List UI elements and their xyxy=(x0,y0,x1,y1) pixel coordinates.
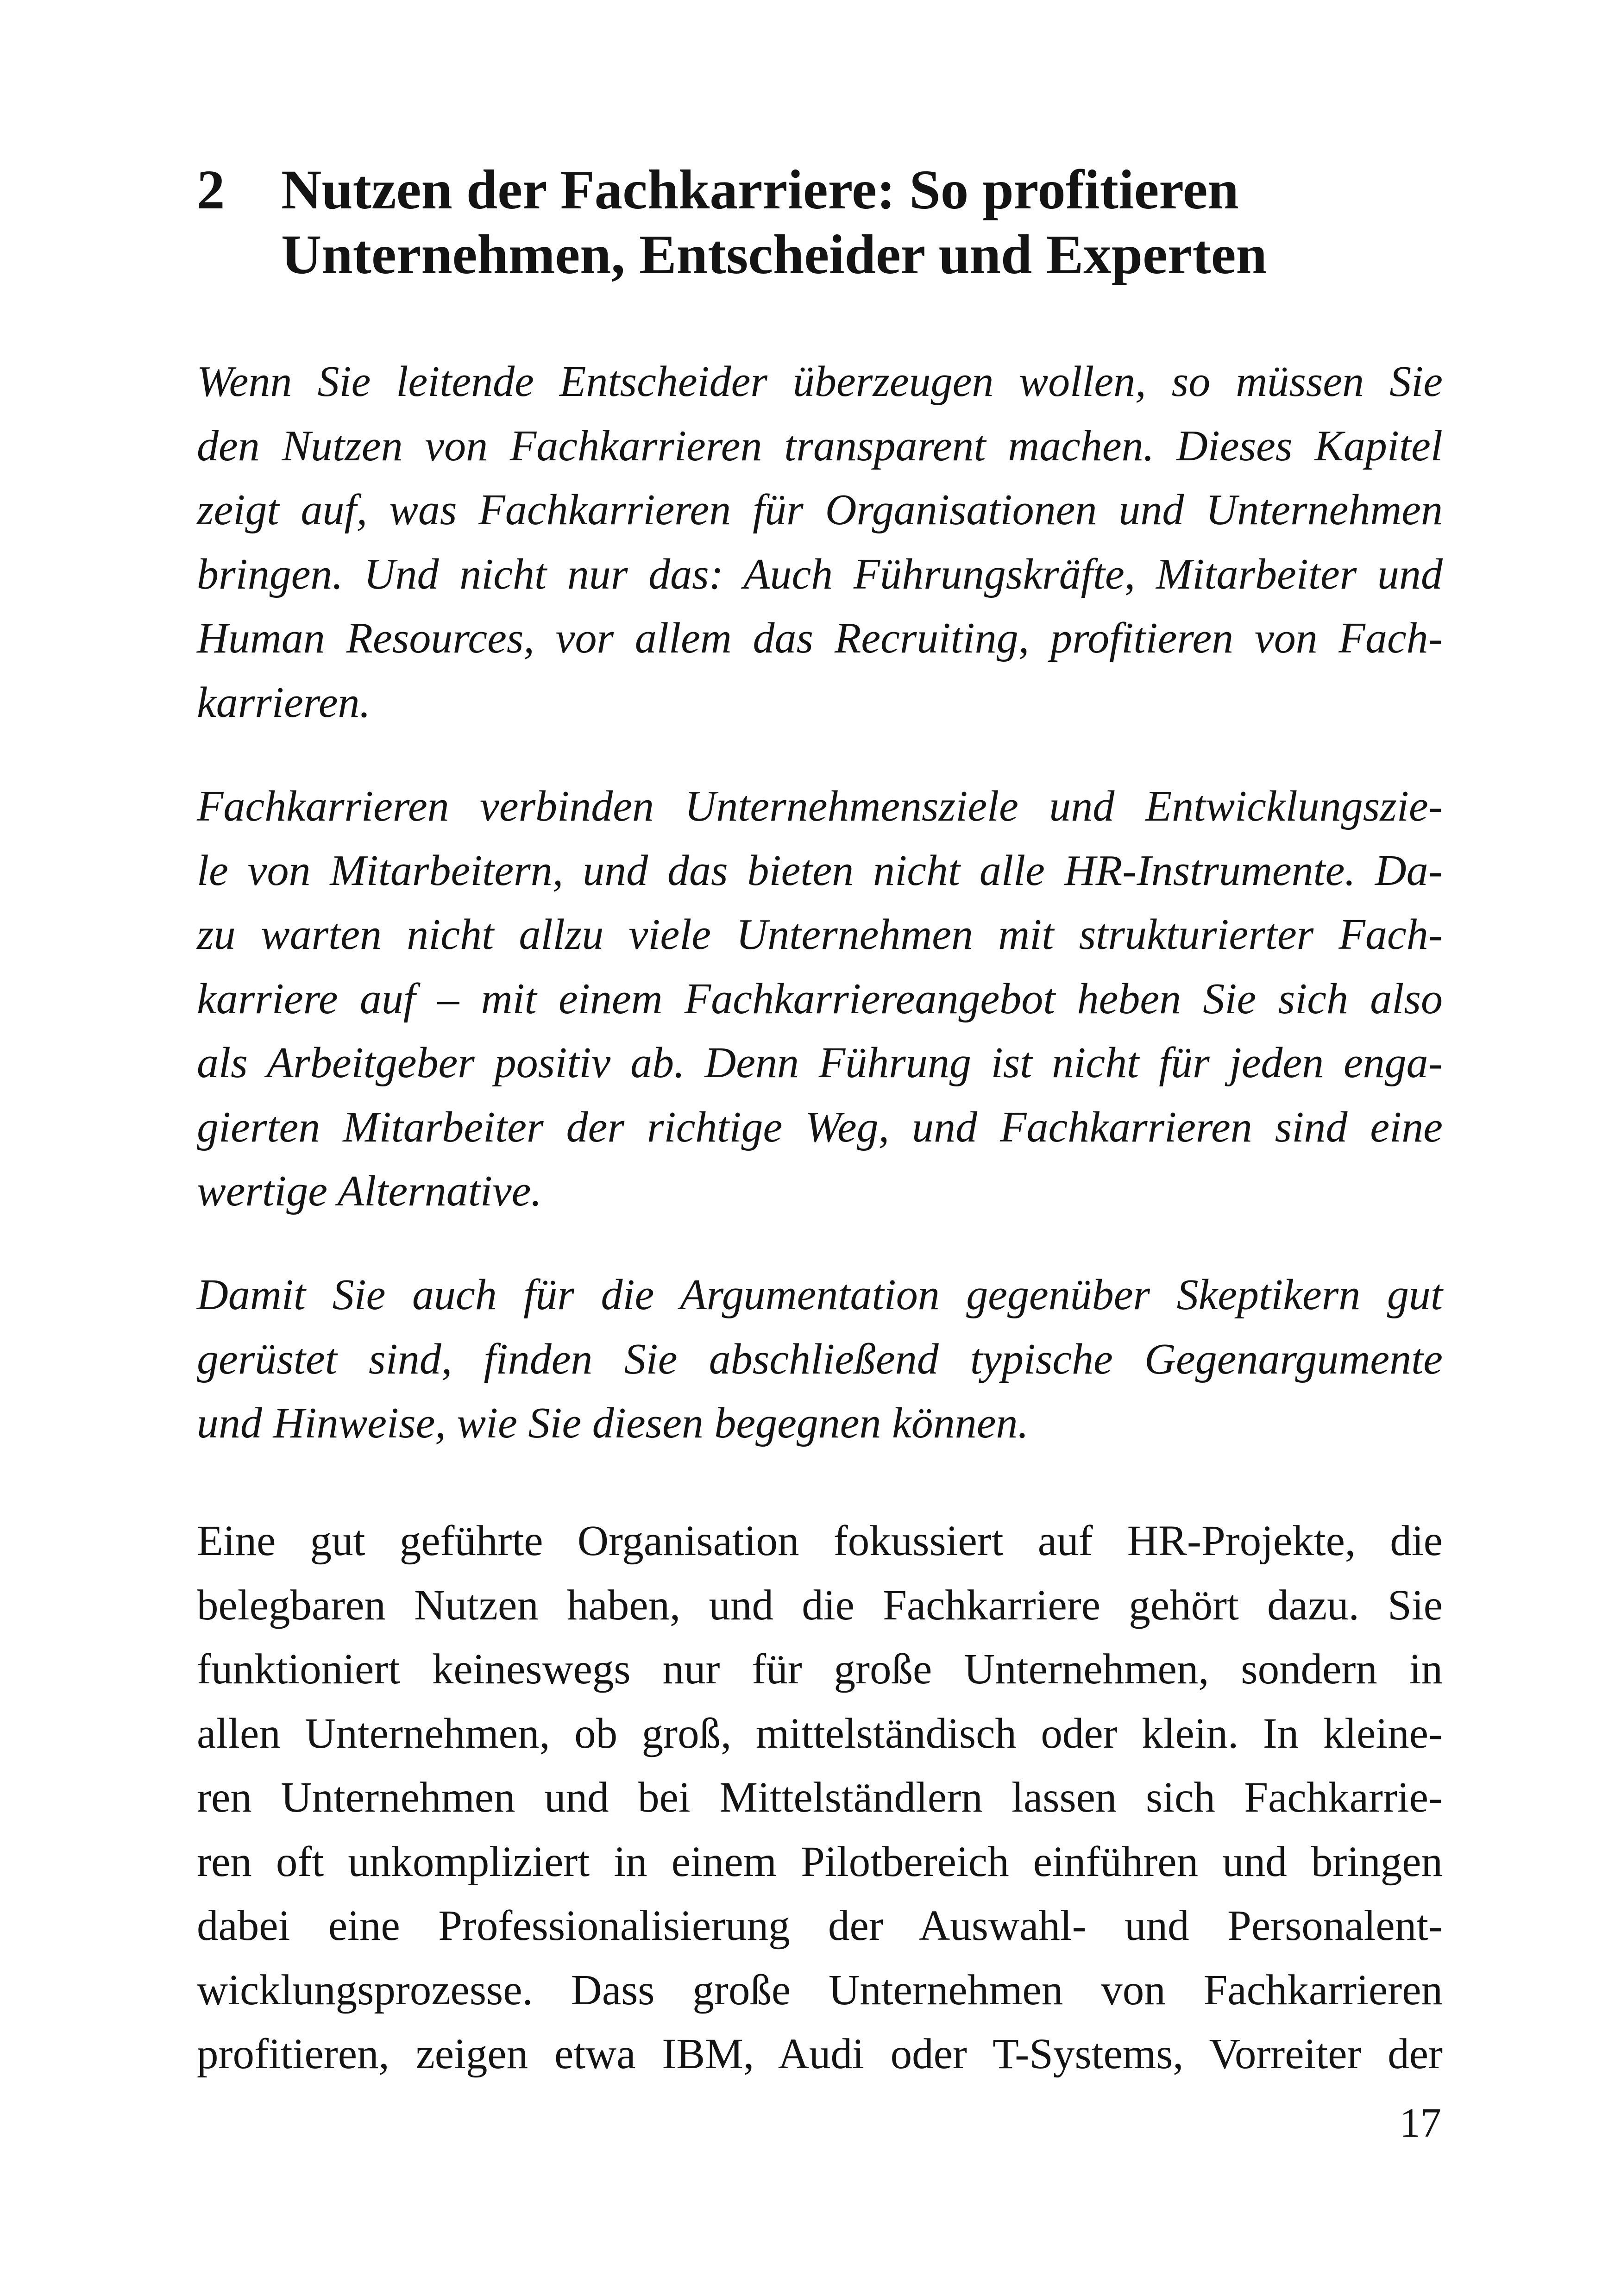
text-line: wertige Alternative. xyxy=(197,1167,542,1215)
text-line: zeigt auf, was Fachkarrieren für Organisationen und Unternehmen xyxy=(197,486,1443,534)
chapter-title xyxy=(281,157,1439,287)
text-line: ren Unternehmen und bei Mittelständlern lassen sich Fachkarrie- xyxy=(197,1774,1443,1821)
text-line: und Hinweise, wie Sie diesen begegnen können. xyxy=(197,1399,1029,1447)
text-line: Damit Sie auch für die Argumentation gegenüber Skeptikern gut xyxy=(197,1271,1443,1319)
page-number: 17 xyxy=(1400,2100,1441,2146)
text-line: Wenn Sie leitende Entscheider überzeugen wollen, so müssen Sie xyxy=(197,358,1443,406)
text-line: zu warten nicht allzu viele Unternehmen mit strukturierter Fach- xyxy=(197,910,1443,959)
text-line: funktioniert keineswegs nur für große Unternehmen, sondern in xyxy=(197,1645,1443,1693)
intro-paragraph xyxy=(197,350,1443,734)
text-line: gerüstet sind, finden Sie abschließend typische Gegenargumente xyxy=(197,1335,1443,1383)
text-line: belegbaren Nutzen haben, und die Fachkarriere gehört dazu. Sie xyxy=(197,1581,1443,1629)
text-line: gierten Mitarbeiter der richtige Weg, und Fachkarrieren sind eine xyxy=(197,1103,1443,1151)
text-line: Human Resources, vor allem das Recruiting, profitieren von Fach- xyxy=(197,614,1443,662)
text-line: le von Mitarbeitern, und das bieten nicht alle HR-Instrumente. Da- xyxy=(197,846,1443,895)
text-line: ren oft unkompliziert in einem Pilotbereich einführen und bringen xyxy=(197,1838,1443,1886)
chapter-number: 2 xyxy=(197,159,225,221)
body-paragraph xyxy=(197,1509,1443,2087)
text-line: profitieren, zeigen etwa IBM, Audi oder T-Systems, Vorreiter der xyxy=(197,2030,1443,2078)
text-line: bringen. Und nicht nur das: Auch Führungskräfte, Mitarbeiter und xyxy=(197,550,1443,598)
intro-paragraph xyxy=(197,774,1443,1223)
text-line: den Nutzen von Fachkarrieren transparent machen. Dieses Kapitel xyxy=(197,421,1443,470)
chapter-title-line: Unternehmen, Entscheider und Experten xyxy=(281,224,1267,286)
chapter-title-line: Nutzen der Fachkarriere: So profitieren xyxy=(281,159,1239,221)
text-line: Eine gut geführte Organisation fokussiert auf HR-Projekte, die xyxy=(197,1517,1443,1565)
text-line: allen Unternehmen, ob groß, mittelständisch oder klein. In kleine- xyxy=(197,1709,1443,1757)
text-line: wicklungsprozesse. Dass große Unternehmen von Fachkarrieren xyxy=(197,1966,1443,2014)
intro-paragraph xyxy=(197,1263,1443,1455)
text-line: karrieren. xyxy=(197,678,371,727)
text-line: Fachkarrieren verbinden Unternehmensziele und Entwicklungszie- xyxy=(197,782,1443,830)
text-line: karriere auf – mit einem Fachkarriereangebot heben Sie sich also xyxy=(197,974,1443,1023)
text-line: als Arbeitgeber positiv ab. Denn Führung ist nicht für jeden enga- xyxy=(197,1039,1443,1087)
text-line: dabei eine Professionalisierung der Auswahl- und Personalent- xyxy=(197,1902,1443,1950)
